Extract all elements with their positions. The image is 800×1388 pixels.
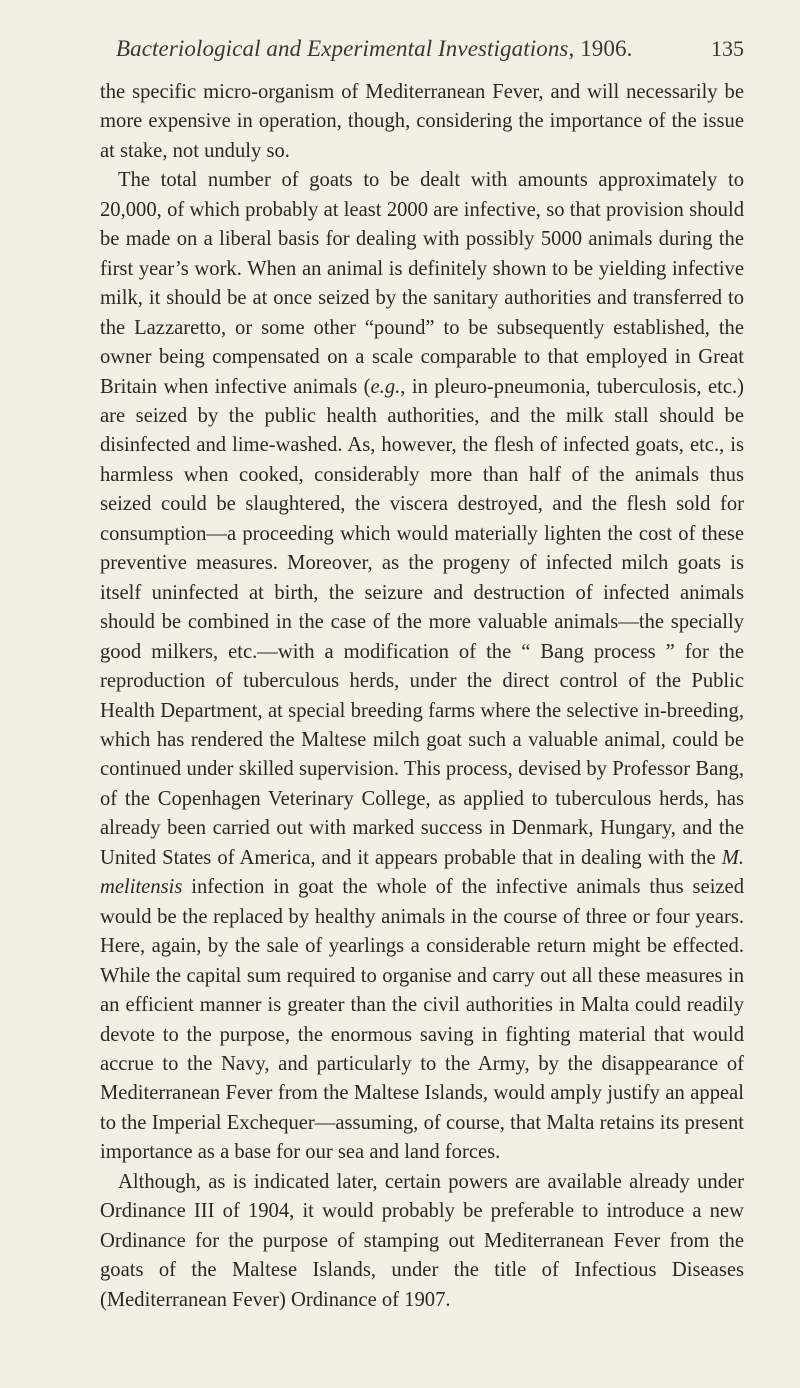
paragraph-text: Although, as is indicated later, certain powers are available already under Ordinance III of 1904, it would probably be preferable to introduce a new Ordinance for the purpose of stamping out Mediterranean Fever from the goats of the Maltese Islands, under the title of Infectious Diseases (Mediterranean Fever) Ordinance of 1907. bbox=[100, 1170, 744, 1311]
running-title bbox=[116, 36, 632, 62]
running-header bbox=[100, 36, 744, 76]
page-number: 135 bbox=[711, 36, 744, 61]
italic-species-name: M. melitensis bbox=[100, 846, 744, 899]
paragraph-text: , in pleuro-pneumonia, tuberculosis, etc.) are seized by the public health authorities, and the milk stall should be disinfected and lime-washed. As, however, the flesh of infected goats, etc., is harmless when cooked, considerably more than half of the animals thus seized could be slaughtered, the viscera destroyed, and the flesh sold for consumption—a proceeding which would materially lighten the cost of these preventive measures. Moreover, as the progeny of infected milch goats is itself uninfected at birth, the seizure and destruction of infected animals should be combined in the case of the more valuable animals—the specially good milkers, etc.—with a modification of the “ Bang process ” for the reproduction of tuberculous herds, under the direct control of the Public Health Department, at special breeding farms where the selective in-breeding, which has rendered the Maltese milch goat such a valuable animal, could be continued under skilled supervision. This process, devised by Professor Bang, of the Copenhagen Veterinary College, as applied to tuberculous herds, has already been carried out with marked success in Denmark, Hungary, and the United States of America, and it appears probable that in dealing with the bbox=[100, 375, 744, 869]
running-title-text: Bacteriological and Experimental Investigations, bbox=[116, 36, 575, 61]
italic-abbreviation-eg: e.g. bbox=[370, 375, 401, 398]
paragraph-3 bbox=[100, 1168, 744, 1315]
running-title-year: 1906. bbox=[580, 36, 633, 61]
paragraph-text: the specific micro-organism of Mediterranean Fever, and will necessarily be more expensive in operation, though, considering the importance of the issue at stake, not unduly so. bbox=[100, 81, 744, 162]
body-text bbox=[100, 78, 744, 1315]
paragraph-text: infection in goat the whole of the infective animals thus seized would be the replaced by healthy animals in the course of three or four years. Here, again, by the sale of yearlings a considerable return might be effected. While the capital sum required to organise and carry out all these measures in an efficient manner is greater than the civil authorities in Malta could readily devote to the purpose, the enormous saving in fighting material that would accrue to the Navy, and particularly to the Army, by the disappearance of Mediterranean Fever from the Maltese Islands, would amply justify an appeal to the Imperial Exchequer—assuming, of course, that Malta retains its present importance as a base for our sea and land forces. bbox=[100, 876, 744, 1164]
paragraph-2 bbox=[100, 166, 744, 1167]
paragraph-1 bbox=[100, 78, 744, 166]
paragraph-text: The total number of goats to be dealt with amounts approximately to 20,000, of which probably at least 2000 are infective, so that provision should be made on a liberal basis for dealing with possibly 5000 animals during the first year’s work. When an animal is definitely shown to be yielding infective milk, it should be at once seized by the sanitary authorities and transferred to the Lazzaretto, or some other “pound” to be subsequently established, the owner being compensated on a scale comparable to that employed in Great Britain when infective animals ( bbox=[100, 169, 744, 398]
